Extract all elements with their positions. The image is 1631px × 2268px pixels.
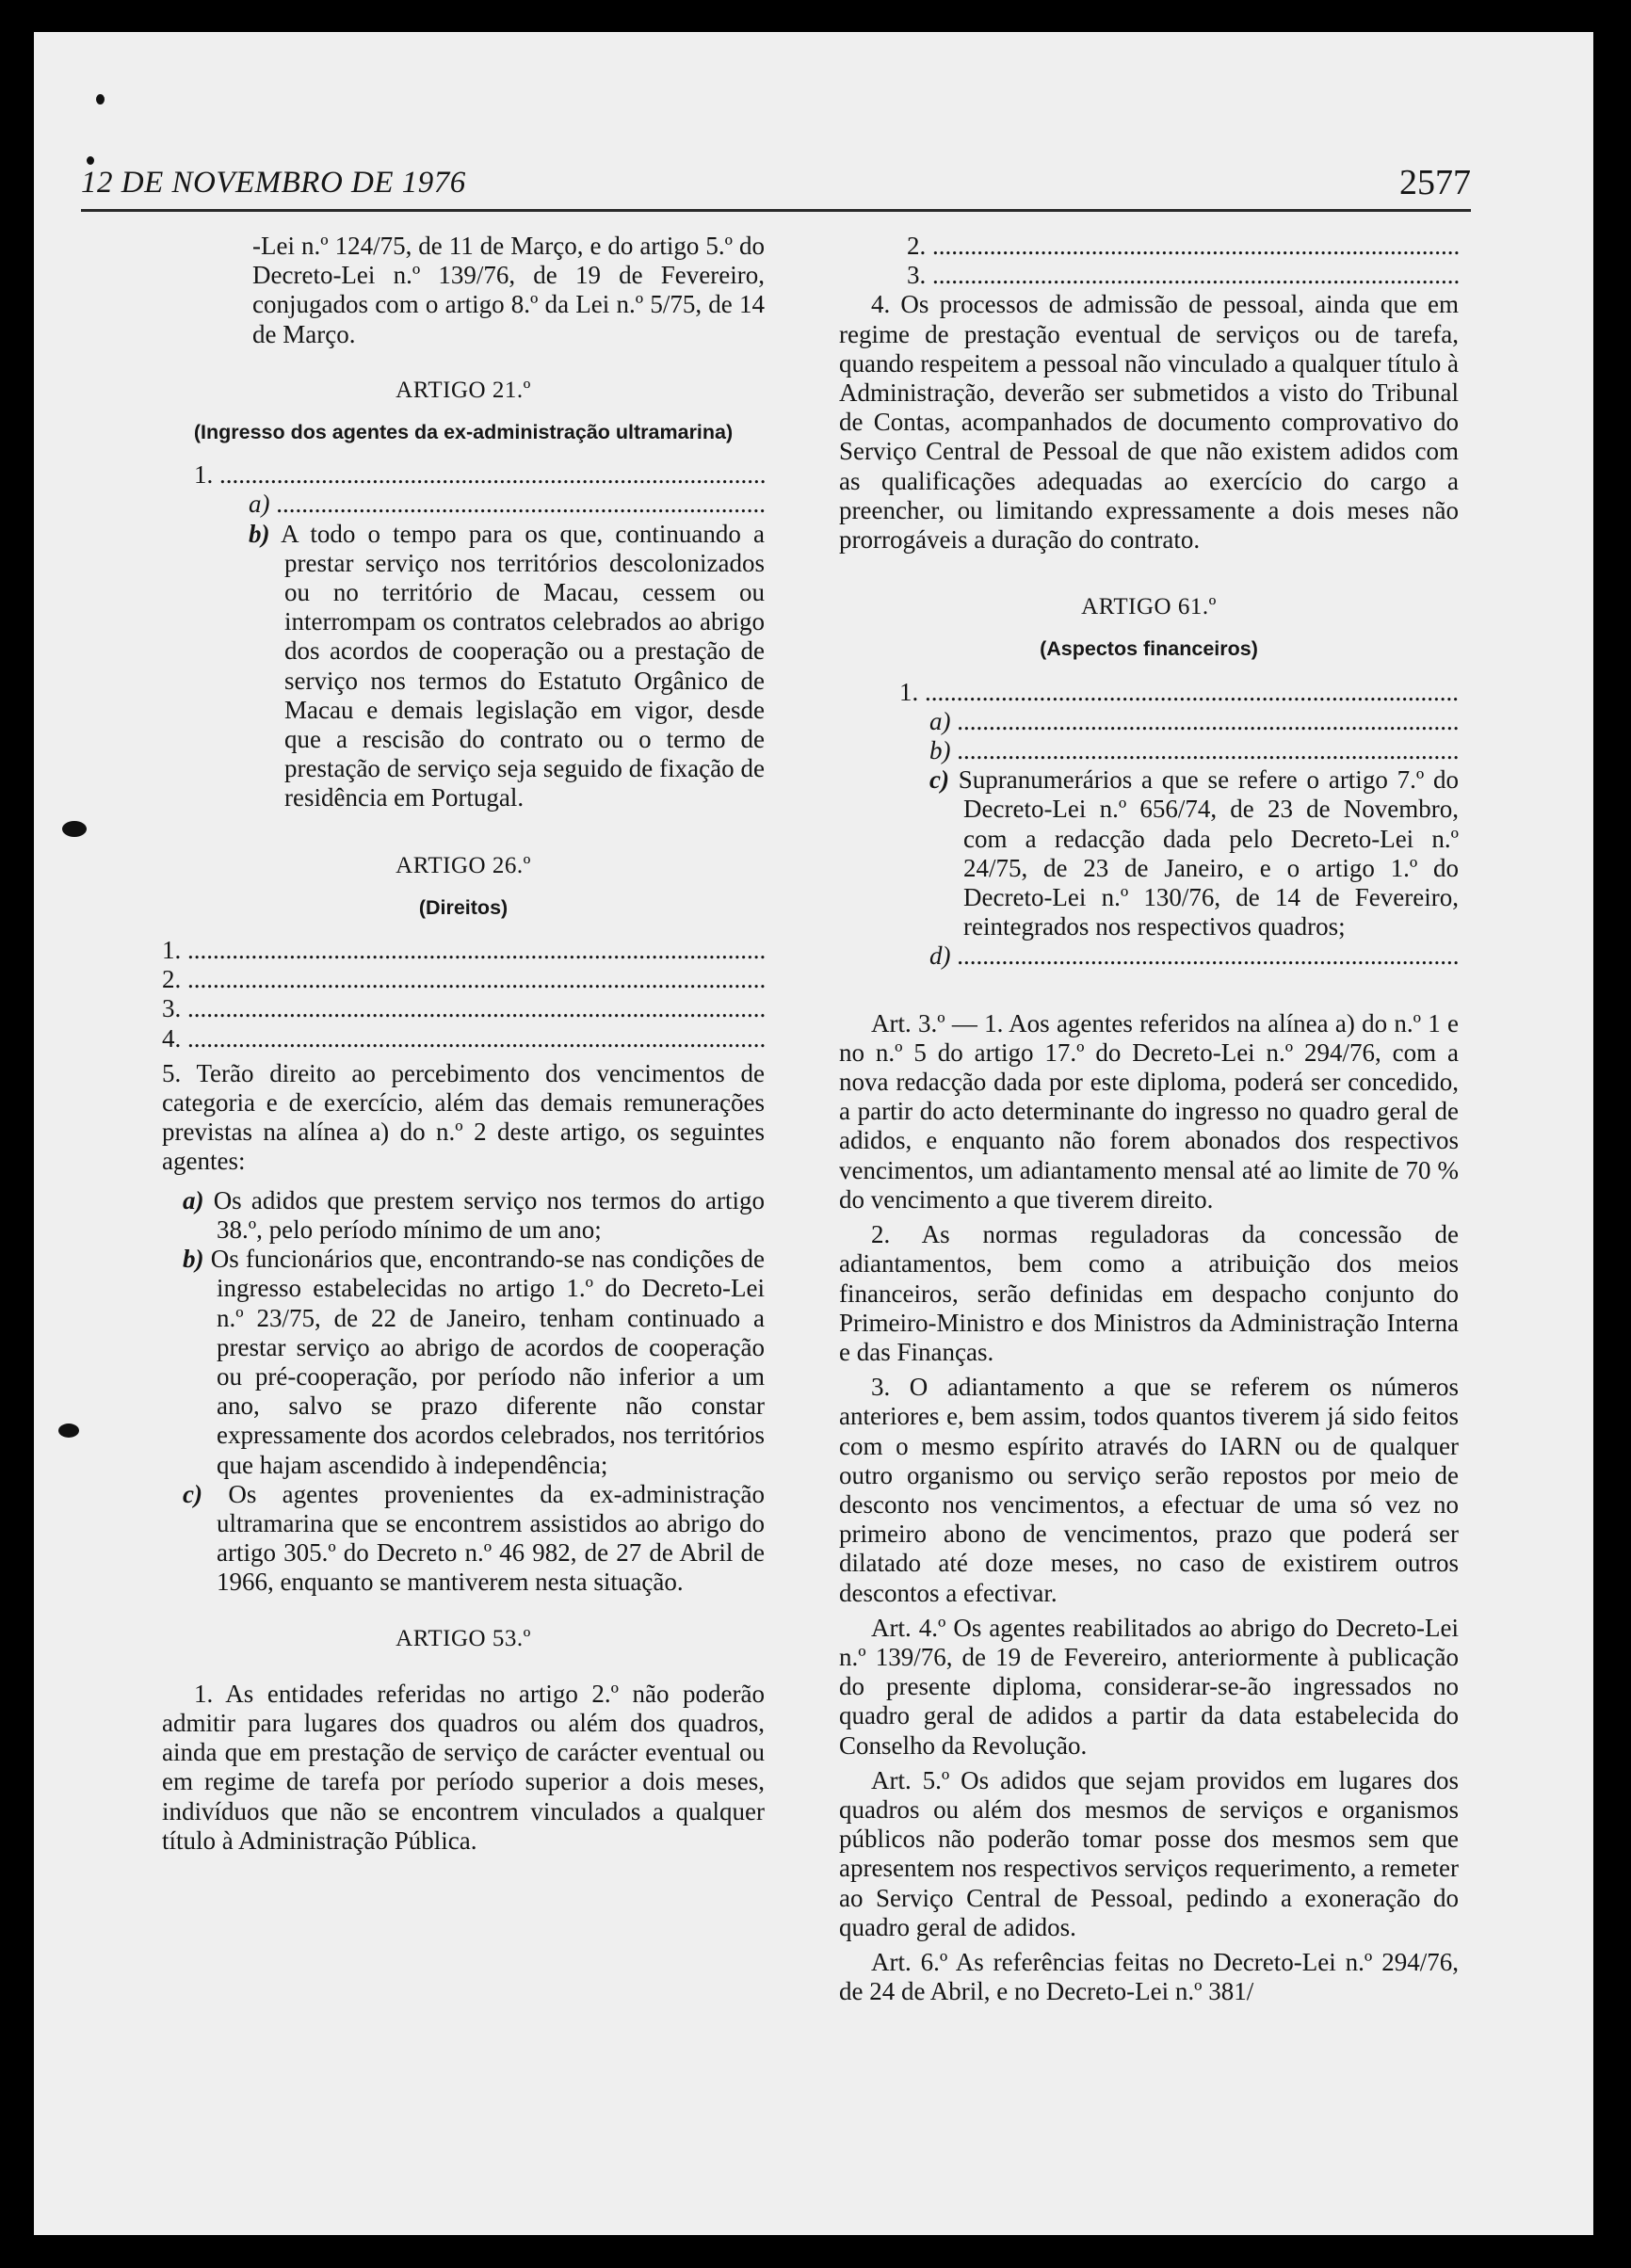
paragraph: 4. Os processos de admissão de pessoal, ainda que em regime de prestação eventual de serviços ou de tarefa, quando respeitem a pessoal não vinculado a qualquer título à Administração, deverão ser submetidos a visto do Tribunal de Contas, acompanhados de documento comprovativo do Serviço Central de Pessoal de que não existem adidos com as qualificações adequadas ao exercício do cargo a preencher, ou limitando expressamente a dois meses não prorrogáveis a duração do contrato. — [839, 290, 1459, 555]
elided-item: d) ..... — [839, 941, 1459, 971]
page-number: 2577 — [1399, 163, 1471, 202]
paragraph: Art. 3.º — 1. Aos agentes referidos na alínea a) do n.º 1 e no n.º 5 do artigo 17.º do Decreto-Lei n.º 294/76, com a nova redacção dada por este diploma, poderá ser concedido, a partir do acto determinante do ingresso no quadro geral de adidos, e enquanto não forem abonados dos respectivos vencimentos, um adiantamento mensal até ao limite de 70 % do vencimento a que tiverem direito. — [839, 1008, 1459, 1214]
list-item: c) Supranumerários a que se refere o artigo 7.º do Decreto-Lei n.º 656/74, de 23 de Novembro, com a redacção dada pelo Decreto-Lei n.º 24/75, de 23 de Janeiro, e o artigo 1.º do Decreto-Lei n.º 130/76, de 14 de Fevereiro, reintegrados nos respectivos quadros; — [929, 765, 1460, 941]
elided-item: 3. ..... — [162, 994, 765, 1023]
list-item: c) Os agentes provenientes da ex-administração ultramarina que se encontrem assistidos ao abrigo do artigo 305.º do Decreto n.º 46 982, de 27 de Abril de 1966, enquanto se mantiverem nesta situação. — [183, 1479, 765, 1597]
right-column — [839, 232, 1459, 2006]
paragraph: 3. O adiantamento a que se referem os números anteriores e, bem assim, todos quantos tiverem já sido feitos com o mesmo espírito através do IARN ou de qualquer outro organismo ou serviço serão repostos por meio de desconto nos vencimentos, a efectuar de uma só vez no primeiro abono de vencimentos, prazo que poderá ser dilatado até doze meses, no caso de existirem outros descontos a efectivar. — [839, 1373, 1459, 1607]
article-subtitle: (Ingresso dos agentes da ex-administração ultramarina) — [193, 421, 734, 444]
article-title: ARTIGO 53.º — [396, 1625, 531, 1651]
article-title: ARTIGO 26.º — [396, 852, 531, 878]
paragraph: Art. 6.º As referências feitas no Decreto-Lei n.º 294/76, de 24 de Abril, e no Decreto-Lei n.º 381/ — [839, 1947, 1459, 2006]
paragraph: -Lei n.º 124/75, de 11 de Março, e do artigo 5.º do Decreto-Lei n.º 139/76, de 19 de Fevereiro, conjugados com o artigo 8.º da Lei n.º 5/75, de 14 de Março. — [252, 232, 765, 348]
elided-item: b) ..... — [839, 736, 1459, 765]
article-title: ARTIGO 21.º — [396, 377, 531, 403]
punch-mark — [87, 156, 94, 165]
left-column — [162, 232, 765, 1856]
paragraph: Art. 4.º Os agentes reabilitados ao abrigo do Decreto-Lei n.º 139/76, de 19 de Fevereiro, anteriormente à publicação do presente diploma, considerar-se-ão ingressados no quadro geral de adidos a partir da data estabelecida do Conselho da Revolução. — [839, 1613, 1459, 1760]
elided-item: 1. ..... — [162, 936, 765, 965]
paragraph: 1. As entidades referidas no artigo 2.º não poderão admitir para lugares dos quadros ou além dos quadros, ainda que em prestação de serviço de carácter eventual ou em regime de tarefa por período superior a dois meses, indivíduos que não se encontrem vinculados a qualquer título à Administração Pública. — [162, 1679, 765, 1855]
elided-item: 3. ..... — [839, 261, 1459, 290]
elided-item: 1. ..... — [162, 460, 765, 490]
elided-item: a) ..... — [162, 490, 765, 519]
list-item: a) Os adidos que prestem serviço nos termos do artigo 38.º, pelo período mínimo de um ano; — [183, 1185, 766, 1244]
paragraph: Art. 5.º Os adidos que sejam providos em lugares dos quadros ou além dos mesmos de serviços e organismos públicos não poderão tomar posse dos mesmos sem que apresentem nos respectivos serviços requerimento, a remeter ao Serviço Central de Pessoal, pedindo a exoneração do quadro geral de adidos. — [839, 1765, 1459, 1941]
paragraph: 2. As normas reguladoras da concessão de adiantamentos, bem como a atribuição dos meios financeiros, serão definidas em despacho conjunto do Primeiro-Ministro e dos Ministros da Administração Interna e das Finanças. — [839, 1220, 1459, 1366]
punch-mark — [96, 94, 105, 105]
list-item: b) A todo o tempo para os que, continuando a prestar serviço nos territórios descolonizados ou no território de Macau, cessem ou interrompam os contratos celebrados ao abrigo dos acordos de cooperação ou a prestação de serviço nos termos do Estatuto Orgânico de Macau e demais legislação em vigor, desde que a rescisão do contrato ou o termo de prestação de serviço seja seguido de fixação de residência em Portugal. — [249, 519, 766, 812]
elided-item: 2. ..... — [162, 965, 765, 994]
elided-item: a) ..... — [839, 707, 1459, 736]
punch-mark — [58, 1424, 79, 1438]
article-title: ARTIGO 61.º — [1081, 594, 1217, 620]
article-subtitle: (Aspectos financeiros) — [1040, 637, 1258, 661]
header-rule — [81, 209, 1471, 212]
article-subtitle: (Direitos) — [418, 895, 509, 919]
elided-item: 2. ..... — [839, 232, 1459, 261]
document-page — [34, 32, 1593, 2235]
elided-item: 4. ..... — [162, 1024, 765, 1054]
page-header — [81, 163, 1471, 215]
header-date: 12 DE NOVEMBRO DE 1976 — [81, 166, 466, 200]
paragraph: 5. Terão direito ao percebimento dos vencimentos de categoria e de exercício, além das demais remunerações previstas na alínea a) do n.º 2 deste artigo, os seguintes agentes: — [162, 1058, 765, 1176]
list-item: b) Os funcionários que, encontrando-se nas condições de ingresso estabelecidas no artigo 1.º do Decreto-Lei n.º 23/75, de 22 de Janeiro, tenham continuado a prestar serviço ao abrigo de acordos de cooperação ou pré-cooperação, por período não inferior a um ano, salvo se prazo diferente não constar expressamente dos acordos celebrados, nos territórios que hajam ascendido à independência; — [183, 1245, 766, 1479]
elided-item: 1. ..... — [839, 678, 1459, 707]
punch-mark — [62, 821, 87, 837]
